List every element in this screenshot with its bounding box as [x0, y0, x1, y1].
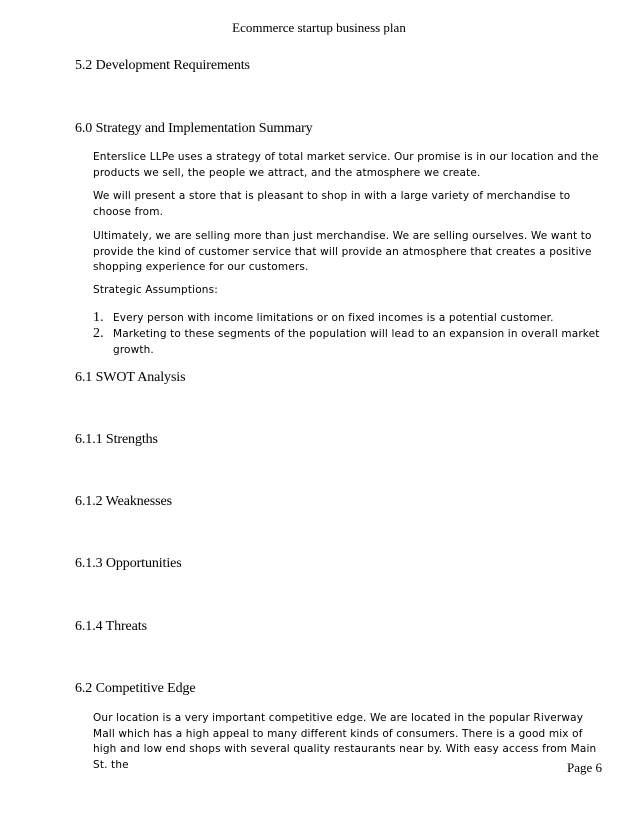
- heading-strengths: 6.1.1 Strengths: [75, 432, 158, 447]
- heading-weaknesses: 6.1.2 Weaknesses: [75, 494, 172, 509]
- page-header: Ecommerce startup business plan: [232, 20, 406, 35]
- page-number: Page 6: [566, 760, 602, 775]
- list-number: 1.: [93, 310, 104, 325]
- strategic-assumptions-label: Strategic Assumptions:: [93, 284, 218, 296]
- strategy-paragraph-2: We will present a store that is pleasant to shop in with a large variety of merchandise to choose from.: [93, 190, 571, 218]
- heading-competitive-edge: 6.2 Competitive Edge: [75, 681, 196, 696]
- list-number: 2.: [93, 326, 104, 341]
- heading-development-requirements: 5.2 Development Requirements: [75, 58, 250, 73]
- list-item: [93, 327, 603, 358]
- competitive-edge-paragraph: Our location is a very important competitive edge. We are located in the popular Riverway Mall which has a high appeal to many different kinds of consumers. There is a good mix of high and low end shops with several quality restaurants near by. With easy access from Main St. the: [93, 712, 597, 771]
- strategy-paragraph-1: Enterslice LLPe uses a strategy of total market service. Our promise is in our location and the products we sell, the people we attract, and the atmosphere we create.: [93, 151, 599, 179]
- heading-threats: 6.1.4 Threats: [75, 619, 147, 634]
- heading-opportunities: 6.1.3 Opportunities: [75, 556, 182, 571]
- heading-strategy-summary: 6.0 Strategy and Implementation Summary: [75, 121, 313, 136]
- list-text: Every person with income limitations or on fixed incomes is a potential customer.: [113, 312, 554, 324]
- list-text: Marketing to these segments of the population will lead to an expansion in overall market growth.: [113, 328, 600, 356]
- heading-swot-analysis: 6.1 SWOT Analysis: [75, 370, 186, 385]
- strategy-paragraph-3: Ultimately, we are selling more than just merchandise. We are selling ourselves. We want to provide the kind of customer service that will provide an atmosphere that creates a positive shopping experience for our customers.: [93, 230, 592, 273]
- list-item: [93, 311, 603, 327]
